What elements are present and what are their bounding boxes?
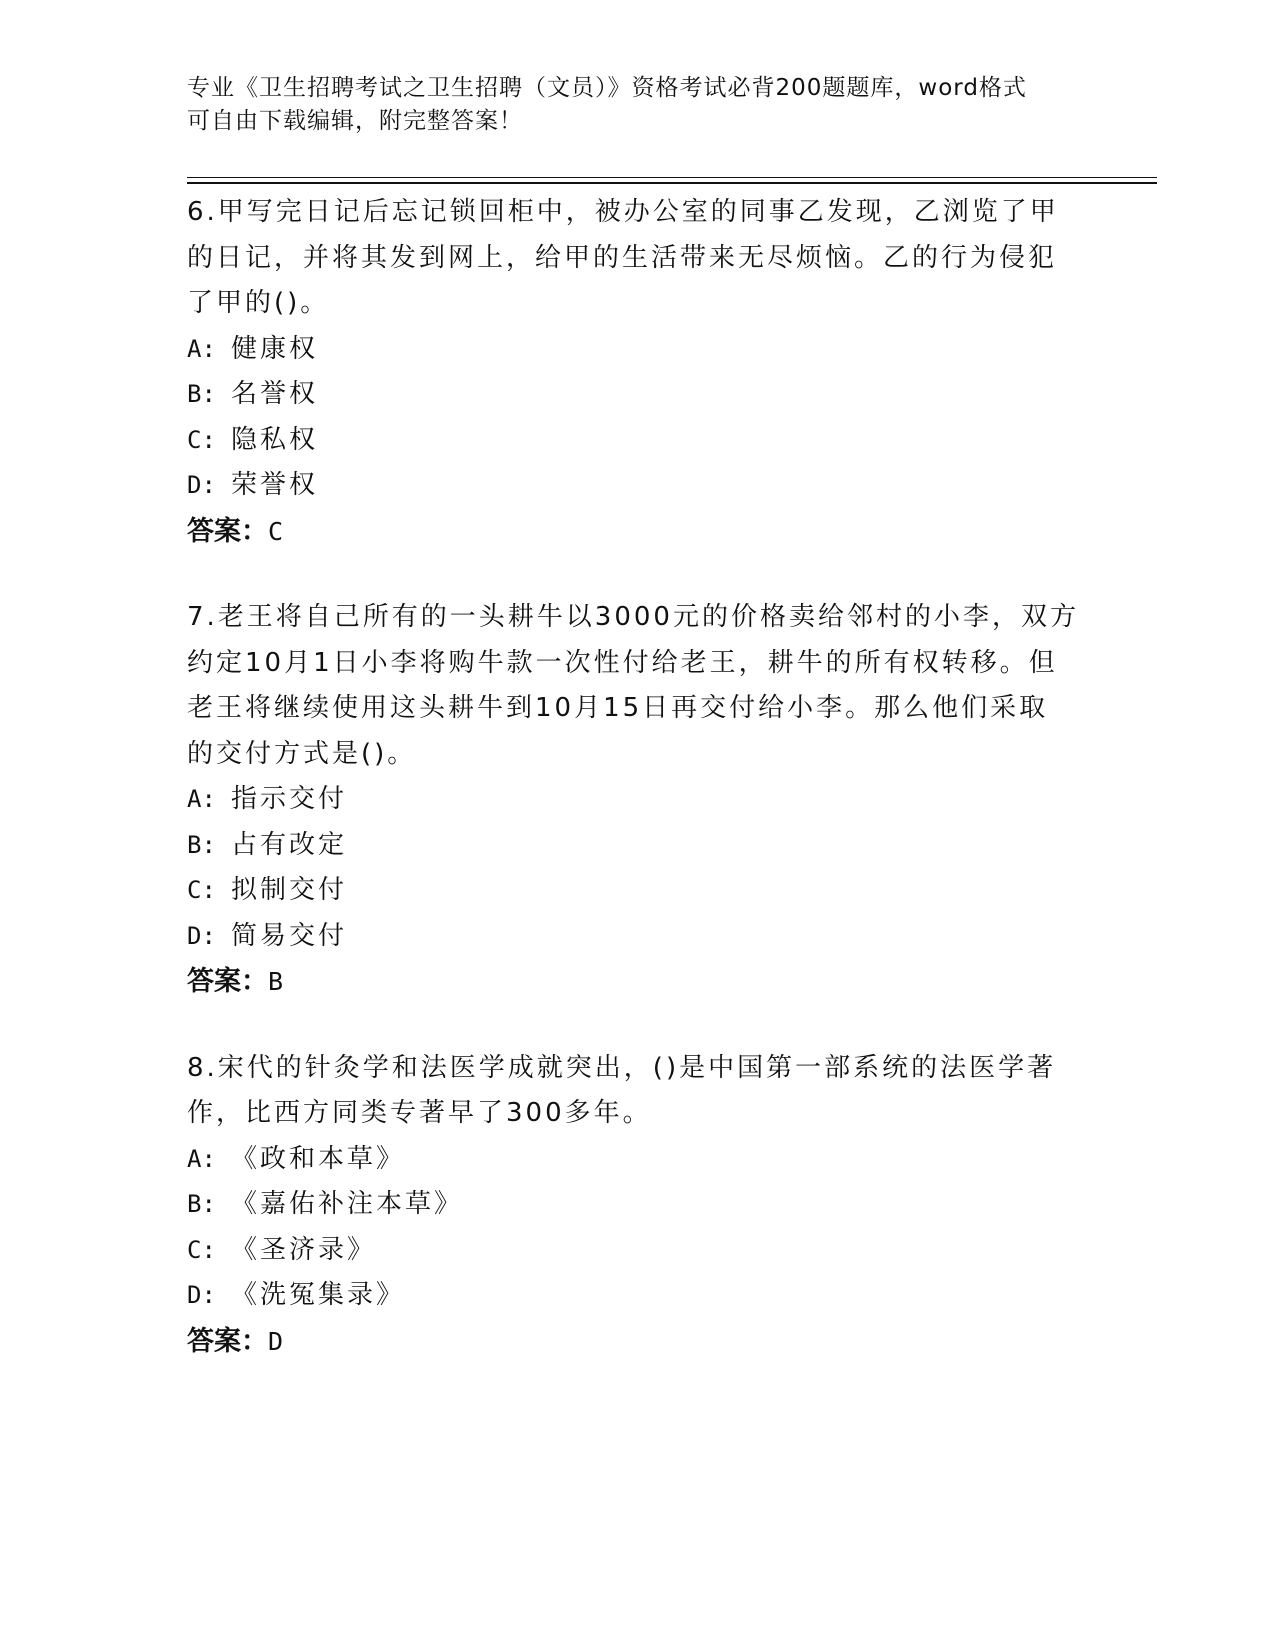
document-header [187,72,1067,138]
answer-label: 答案： [187,1325,268,1357]
option-b [187,372,1087,418]
answer-line [187,959,1087,1005]
question-stem-line: 老王将继续使用这头耕牛到10月15日再交付给小李。那么他们采取 [187,693,1049,723]
answer-line [187,1319,1087,1365]
option-text: 《政和本草》 [231,1143,406,1174]
option-letter: A: [187,785,216,813]
answer-value: C [268,516,284,546]
option-text: 隐私权 [231,424,319,455]
header-divider-bottom [187,182,1157,184]
option-text: 名誉权 [231,379,319,409]
question-7 [187,595,1087,1005]
question-stem-line: 作，比西方同类专著早了300多年。 [187,1098,652,1128]
option-text: 《洗冤集录》 [231,1280,406,1310]
option-letter: D: [187,471,216,499]
option-c [187,1228,1087,1274]
option-text: 拟制交付 [231,875,348,905]
header-divider-top [187,177,1157,178]
option-letter: D: [187,921,216,950]
option-text: 健康权 [231,333,319,364]
option-a [187,777,1087,823]
question-stem-line: 的交付方式是()。 [187,738,417,769]
option-text: 荣誉权 [231,470,319,500]
option-letter: A: [187,334,216,363]
question-8 [187,1046,1087,1365]
option-letter: B: [187,1190,216,1218]
answer-value: D [268,1326,284,1356]
question-spacer [187,1005,1087,1046]
option-letter: C: [187,425,216,454]
option-letter: A: [187,1144,216,1173]
option-a [187,1137,1087,1183]
option-text: 《圣济录》 [231,1234,377,1265]
option-text: 简易交付 [231,920,348,951]
header-line-1: 专业《卫生招聘考试之卫生招聘（文员）》资格考试必背200题题库，word格式 [187,75,1027,101]
option-c [187,418,1087,464]
option-letter: B: [187,830,216,859]
option-letter: B: [187,380,216,408]
answer-line [187,509,1087,555]
question-stem-line: 6.甲写完日记后忘记锁回柜中，被办公室的同事乙发现，乙浏览了甲 [187,197,1059,227]
question-list [187,190,1087,1364]
option-letter: C: [187,876,216,904]
option-d [187,463,1087,509]
question-spacer [187,554,1087,595]
option-d [187,1273,1087,1319]
option-d [187,914,1087,960]
option-letter: C: [187,1235,216,1264]
option-text: 《嘉佑补注本草》 [231,1189,464,1219]
question-stem-line: 的日记，并将其发到网上，给甲的生活带来无尽烦恼。乙的行为侵犯 [187,242,1058,273]
answer-value: B [268,967,284,996]
question-stem-line: 了甲的()。 [187,288,330,318]
option-text: 指示交付 [231,784,348,814]
question-stem-line: 8.宋代的针灸学和法医学成就突出，()是中国第一部系统的法医学著 [187,1052,1057,1083]
option-a [187,327,1087,373]
question-stem-line: 约定10月1日小李将购牛款一次性付给老王，耕牛的所有权转移。但 [187,647,1058,678]
answer-label: 答案： [187,515,268,547]
question-6 [187,190,1087,554]
option-letter: D: [187,1281,216,1309]
option-b [187,823,1087,869]
question-stem-line: 7.老王将自己所有的一头耕牛以3000元的价格卖给邻村的小李，双方 [187,602,1079,632]
header-line-2: 可自由下载编辑，附完整答案！ [187,108,523,134]
option-c [187,868,1087,914]
option-b [187,1182,1087,1228]
option-text: 占有改定 [231,829,348,860]
answer-label: 答案： [187,966,268,997]
